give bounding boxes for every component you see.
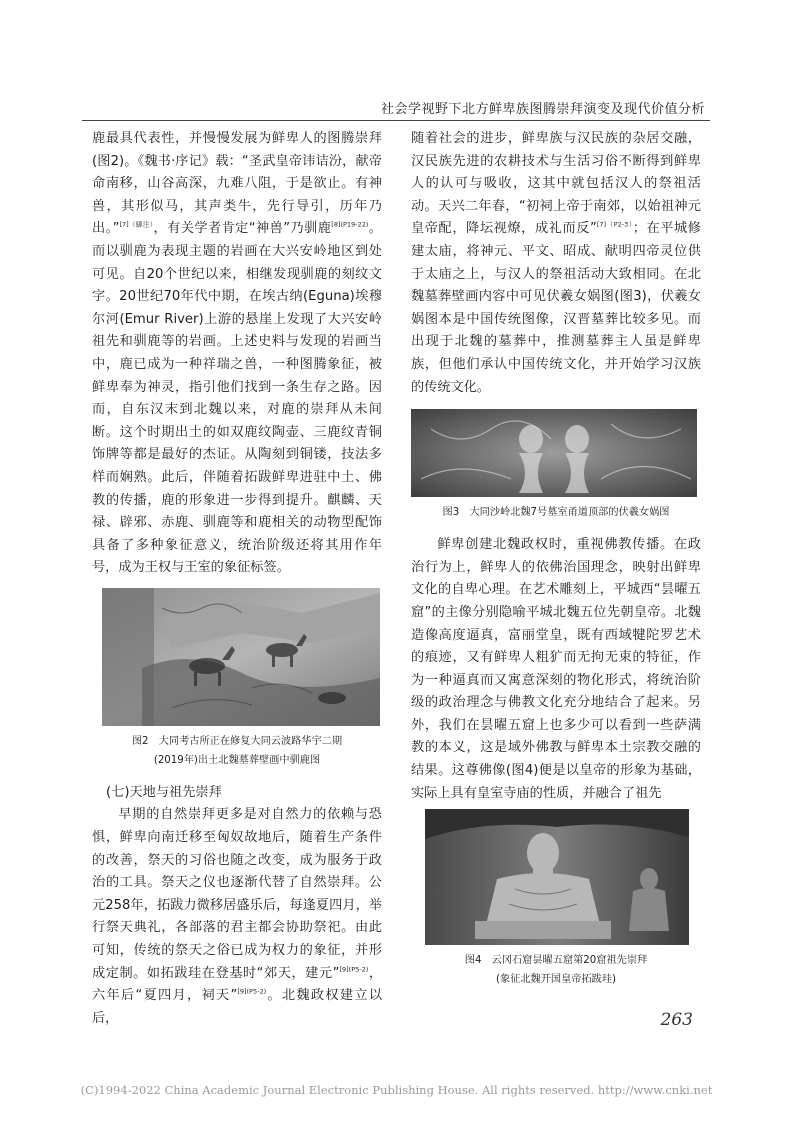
- caption-line: 图4 云冈石窟昙曜五窟第20窟祖先崇拜: [464, 955, 648, 967]
- right-column: [411, 128, 701, 989]
- caption-line: (象征北魏开国皇帝拓跋珪): [495, 974, 616, 986]
- text-run: 随着社会的进步，鲜卑族与汉民族的杂居交融，汉民族先进的农耕技术与生活习俗不断得到鲜卑人的认可与吸收，这其中就包括汉人的祭祖活动。天兴二年春，“初祠上帝于南郊，以始祖神元皇帝配，降坛视燎，成礼而反”: [411, 131, 701, 237]
- citation: [9](P5-2): [339, 965, 369, 974]
- header-rule: [82, 120, 710, 121]
- citation: [8](P19-22): [331, 220, 369, 229]
- citation: [7]（脚注）: [119, 220, 154, 229]
- running-title: 社会学视野下北方鲜卑族图腾崇拜演变及现代价值分析: [380, 102, 705, 117]
- figure-3-fuxi-nuwa: [411, 409, 697, 497]
- text-run: ，六年后“夏四月，祠天”: [92, 965, 383, 1004]
- paragraph-deer-totem: [92, 128, 382, 580]
- figure-4-caption: [411, 951, 701, 989]
- mural-deer-image: [102, 588, 380, 726]
- text-run: 。北魏政权建立以后，: [92, 988, 383, 1026]
- figure-2-caption: [92, 732, 382, 770]
- citation: [7]（P2-3）: [596, 220, 633, 229]
- yungang-buddha-image: [425, 809, 689, 945]
- caption-line: 图2 大同考古所正在修复大同云波路华宇二期: [131, 735, 343, 747]
- left-column: [92, 128, 382, 1030]
- paragraph-ancestor-worship: [411, 128, 701, 399]
- fuxi-nuwa-image: [411, 409, 697, 497]
- caption-line: (2019年)出土北魏墓葬壁画中驯鹿图: [153, 754, 321, 766]
- text-run: ；在平城修建太庙，将神元、平文、昭成、献明四帝灵位供于太庙之上，与汉人的祭祖活动大致相同。在北魏墓葬壁画内容中可见伏羲女娲图(图3)，伏羲女娲图本是中国传统图像，汉晋墓葬比较多见。而出现于北魏的墓葬中，推测墓葬主人虽是鲜卑族，但他们承认中国传统文化，并开始学习汉族的传统文化。: [411, 221, 701, 395]
- figure-2-mural-deer: [102, 588, 380, 726]
- paragraph-buddhism: 鲜卑创建北魏政权时，重视佛教传播。在政治行为上，鲜卑人的依佛治国理念，映射出鲜卑文化的自卑心理。在艺术雕刻上，平城西“昙曜五窟”的主像分别隐喻平城北魏五位先朝皇帝。北魏造像高度逼真，富丽堂皇，既有西域犍陀罗艺术的痕迹，又有鲜卑人粗犷而无拘无束的特征，作为一种逼真而又寓意深刻的物化形式，将统治阶级的政治理念与佛教文化充分地结合了起来。另外，我们在昙曜五窟上也多少可以看到一些萨满教的本义，这是域外佛教与鲜卑本土宗教交融的结果。这尊佛像(图4)便是以皇帝的形象为基础，实际上具有皇室寺庙的性质，并融合了祖先: [411, 537, 701, 801]
- page-number: 263: [660, 1010, 693, 1030]
- section-heading: (七)天地与祖先崇拜: [106, 784, 222, 800]
- paragraph-heaven-worship: [92, 804, 382, 1030]
- citation: [9](P5-2): [237, 987, 267, 996]
- text-run: ，有关学者肯定“神兽”乃驯鹿: [153, 221, 332, 237]
- figure-3-caption: 图3 大同沙岭北魏7号墓室甬道顶部的伏羲女娲图: [442, 507, 670, 519]
- text-run: 早期的自然崇拜更多是对自然力的依赖与恐惧，鲜卑向南迁移至匈奴故地后，随着生产条件的改善，祭天的习俗也随之改变，成为服务于政治的工具。祭天之仪也逐渐代替了自然崇拜。公元258年，拓跋力微移居盛乐后，每逢夏四月，举行祭天典礼，各部落的君主都会协助祭祀。由此可知，传统的祭天之俗已成为权力的象征，并形成定制。如拓跋珪在登基时“郊天，建元”: [92, 807, 382, 981]
- text-run: 鹿最具代表性，并慢慢发展为鲜卑人的图腾崇拜(图2)。《魏书·序记》载：“圣武皇帝讳诘汾，献帝命南移，山谷高深，九难八阻，于是欲止。有神兽，其形似马，其声类牛，先行导引，历年乃出。”: [92, 131, 382, 237]
- figure-4-yungang-buddha: [425, 809, 689, 945]
- copyright-footer: (C)1994-2022 China Academic Journal Electronic Publishing House. All rights reserved. http://www.cnki.net: [80, 1083, 713, 1097]
- text-run: 。而以驯鹿为表现主题的岩画在大兴安岭地区到处可见。自20个世纪以来，相继发现驯鹿的刻纹文字。20世纪70年代中期，在埃古纳(Eguna)埃穆尔河(Emur River)上游的悬崖上发现了大兴安岭祖先和驯鹿等的岩画。上述史料与发现的岩画当中，鹿已成为一种祥瑞之兽，一种图腾象征，被鲜卑奉为神灵，指引他们找到一条生存之路。因而，自东汉末到北魏以来，对鹿的崇拜从未间断。这个时期出土的如双鹿纹陶壶、三鹿纹青铜饰牌等都是最好的杰证。从陶刻到铜镂，技法多样而娴熟。此后，伴随着拓跋鲜卑进驻中土、佛教的传播，鹿的形象进一步得到提升。麒麟、天禄、辟邪、赤鹿、驯鹿等和鹿相关的动物型配饰具备了多种象征意义，统治阶级还将其用作年号，成为王权与王室的象征标签。: [92, 221, 382, 576]
